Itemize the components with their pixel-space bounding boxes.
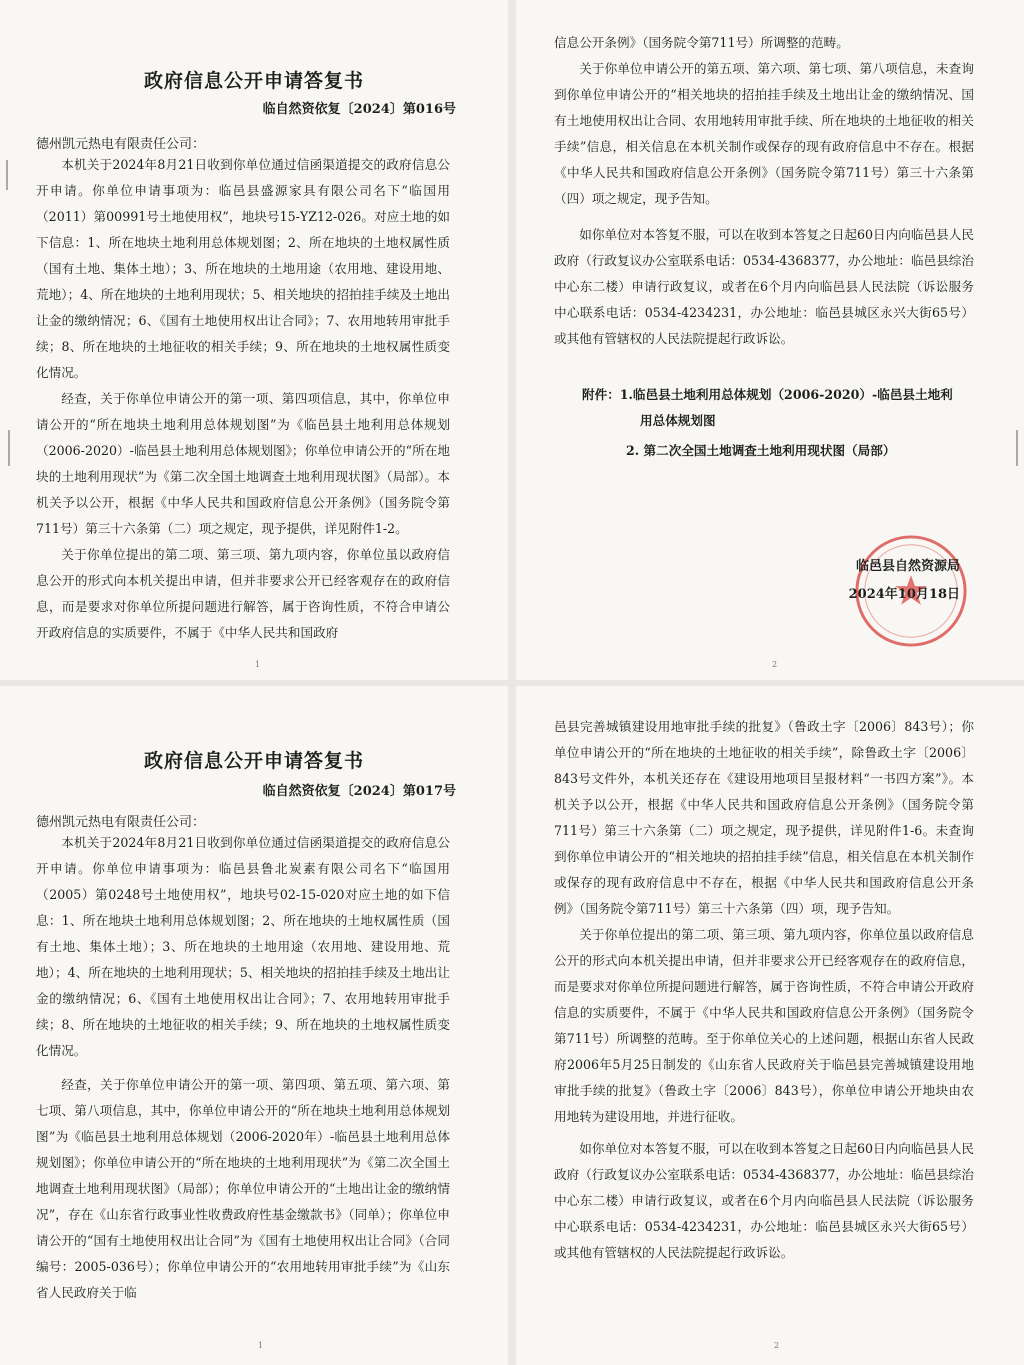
scan-edge-mark xyxy=(6,160,8,190)
paragraph: 本机关于2024年8月21日收到你单位通过信函渠道提交的政府信息公开申请。你单位申请事项为：临邑县鲁北炭素有限公司名下“临国用（2005）第0248号土地使用权”，地块号02-15-020对应土地的如下信息：1、所在地块土地利用总体规划图；2、所在地块的土地权属性质（国有土地、集体土地）；3、所在地块的土地用途（农用地、建设用地、荒地）；4、所在地块的土地利用现状；5、相关地块的招拍挂手续及土地出让金的缴纳情况；6、《国有土地使用权出让合同》；7、农用地转用审批手续；8、所在地块的土地征收的相关手续；9、所在地块的土地权属性质变化情况。 xyxy=(36,835,450,1058)
paragraph: 本机关于2024年8月21日收到你单位通过信函渠道提交的政府信息公开申请。你单位申请事项为：临邑县盛源家具有限公司名下“临国用（2011）第00991号土地使用权”，地块号15-YZ12-026。对应土地的如下信息：1、所在地块土地利用总体规划图；2、所在地块的土地权属性质（国有土地、集体土地）；3、所在地块的土地用途（农用地、建设用地、荒地）；4、所在地块的土地利用现状；5、相关地块的招拍挂手续及土地出让金的缴纳情况；6、《国有土地使用权出让合同》；7、农用地转用审批手续；8、所在地块的土地征收的相关手续；9、所在地块的土地权属性质变化情况。 xyxy=(36,157,450,380)
doc-body xyxy=(36,152,450,646)
doc017-page-1 xyxy=(0,686,508,1365)
paragraph: 如你单位对本答复不服，可以在收到本答复之日起60日内向临邑县人民政府（行政复议办公室联系电话：0534-4368377，办公地址：临邑县综治中心东二楼）申请行政复议，或者在6个月内向临邑县人民法院（诉讼服务中心联系电话：0534-4234231，办公地址：临邑县城区永兴大街65号）或其他有管辖权的人民法院提起行政诉讼。 xyxy=(554,227,974,346)
scan-edge-mark xyxy=(8,430,10,466)
doc-title: 政府信息公开申请答复书 xyxy=(143,750,364,772)
scan-edge-mark xyxy=(1016,430,1018,466)
paragraph: 经查，关于你单位申请公开的第一项、第四项信息，其中，你单位申请公开的“所在地块土地利用总体规划图”为《临邑县土地利用总体规划（2006-2020）-临邑县土地利用总体规划图》；你单位申请公开的“所在地块的土地利用现状”为《第二次全国土地调查土地利用现状图》（局部）。本机关予以公开，根据《中华人民共和国政府信息公开条例》（国务院令第711号）第三十六条第（二）项之规定，现予提供，详见附件1-2。 xyxy=(36,391,450,536)
addressee: 德州凯元热电有限责任公司： xyxy=(36,137,206,152)
doc-body xyxy=(554,714,974,1266)
paragraph: 信息公开条例》（国务院令第711号）所调整的范畴。 xyxy=(554,35,849,50)
attachment-item-cont: 用总体规划图 xyxy=(640,413,716,428)
page-number: 1 xyxy=(258,1341,264,1350)
signature-block xyxy=(756,556,960,606)
attachment-label: 附件： xyxy=(582,387,620,402)
paragraph: 关于你单位提出的第二项、第三项、第九项内容，你单位虽以政府信息公开的形式向本机关提出申请，但并非要求公开已经客观存在的政府信息，而是要求对你单位所提问题进行解答，属于咨询性质，不符合申请公开政府信息的实质要件，不属于《中华人民共和国政府信息公开条例》（国务院令第711号）所调整的范畴。至于你单位关心的上述问题，根据山东省人民政府2006年5月25日制发的《山东省人民政府关于临邑县完善城镇建设用地审批手续的批复》（鲁政土字〔2006〕843号），你单位申请公开地块由农用地转为建设用地，并进行征收。 xyxy=(554,927,974,1124)
doc-number: 临自然资依复〔2024〕第017号 xyxy=(262,784,456,799)
doc-body xyxy=(36,830,450,1306)
doc016-page-1 xyxy=(0,0,508,680)
doc-title: 政府信息公开申请答复书 xyxy=(143,70,364,92)
page-number: 1 xyxy=(255,660,261,669)
page-number: 2 xyxy=(774,1341,780,1350)
paragraph: 关于你单位提出的第二项、第三项、第九项内容，你单位虽以政府信息公开的形式向本机关提出申请，但并非要求公开已经客观存在的政府信息，而是要求对你单位所提问题进行解答，属于咨询性质，不符合申请公开政府信息的实质要件，不属于《中华人民共和国政府 xyxy=(36,547,450,640)
doc-number: 临自然资依复〔2024〕第016号 xyxy=(262,102,456,117)
issuing-authority: 临邑县自然资源局 xyxy=(855,559,960,574)
page-number: 2 xyxy=(772,660,778,669)
paragraph: 经查，关于你单位申请公开的第一项、第四项、第五项、第六项、第七项、第八项信息，其中，你单位申请公开的“所在地块土地利用总体规划图”为《临邑县土地利用总体规划（2006-2020年）-临邑县土地利用总体规划图》；你单位申请公开的“所在地块的土地利用现状”为《第二次全国土地调查土地利用现状图》（局部）；你单位申请公开的“土地出让金的缴纳情况”，存在《山东省行政事业性收费政府性基金缴款书》（同单）；你单位申请公开的“国有土地使用权出让合同”为《国有土地使用权出让合同》（合同编号：2005-036号）；你单位申请公开的“农用地转用审批手续”为《山东省人民政府关于临 xyxy=(36,1077,450,1300)
issue-date: 2024年10月18日 xyxy=(848,587,960,602)
attachment-item: 2. 第二次全国土地调查土地利用现状图（局部） xyxy=(626,443,896,458)
attachment-item: 1.临邑县土地利用总体规划（2006-2020）-临邑县土地利 xyxy=(619,387,953,402)
paragraph: 关于你单位申请公开的第五项、第六项、第七项、第八项信息，未查询到你单位申请公开的“相关地块的招拍挂手续及土地出让金的缴纳情况、国有土地使用权出让合同、农用地转用审批手续、所在地块的土地征收的相关手续”信息，相关信息在本机关制作或保存的现有政府信息中不存在。根据《中华人民共和国政府信息公开条例》（国务院令第711号）第三十六条第（四）项之规定，现予告知。 xyxy=(554,61,974,206)
paragraph: 邑县完善城镇建设用地审批手续的批复》（鲁政土字〔2006〕843号）；你单位申请公开的“所在地块的土地征收的相关手续”，除鲁政土字〔2006〕843号文件外，本机关还存在《建设用地项目呈报材料“一书四方案”》。本机关予以公开，根据《中华人民共和国政府信息公开条例》（国务院令第711号）第三十六条第（二）项之规定，现予提供，详见附件1-6。未查询到你单位申请公开的“相关地块的招拍挂手续”信息，相关信息在本机关制作或保存的现有政府信息中不存在，根据《中华人民共和国政府信息公开条例》（国务院令第711号）第三十六条第（四）项，现予告知。 xyxy=(554,719,974,916)
doc016-page-2 xyxy=(516,0,1024,680)
doc-body xyxy=(554,30,974,352)
attachments xyxy=(582,382,992,464)
paragraph: 如你单位对本答复不服，可以在收到本答复之日起60日内向临邑县人民政府（行政复议办公室联系电话：0534-4368377，办公地址：临邑县综治中心东二楼）申请行政复议，或者在6个月内向临邑县人民法院（诉讼服务中心联系电话：0534-4234231，办公地址：临邑县城区永兴大街65号）或其他有管辖权的人民法院提起行政诉讼。 xyxy=(554,1141,974,1260)
addressee: 德州凯元热电有限责任公司： xyxy=(36,815,206,830)
doc017-page-2 xyxy=(516,686,1024,1365)
